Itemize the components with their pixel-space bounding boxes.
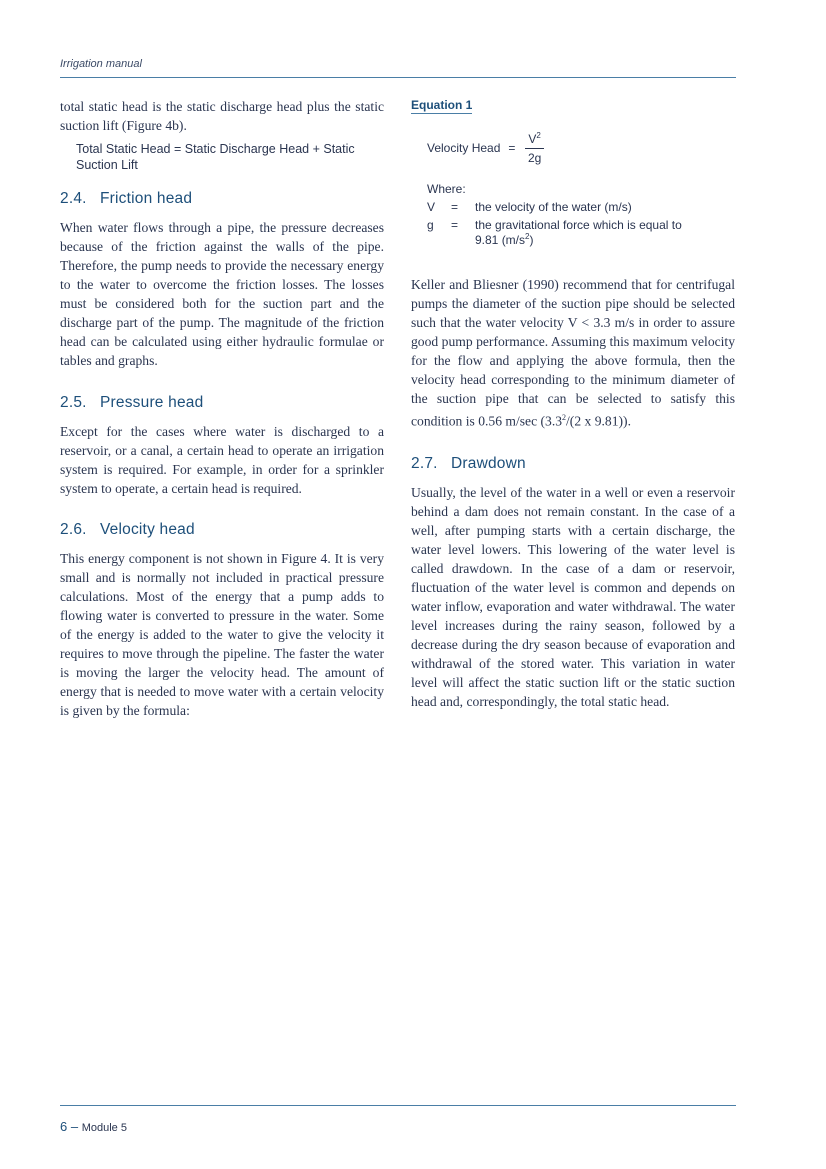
equation-block bbox=[427, 128, 735, 247]
definition-equals: = bbox=[451, 218, 459, 232]
definition-symbol: g bbox=[427, 218, 434, 232]
page-number: 6 bbox=[60, 1119, 68, 1134]
section-title: Pressure head bbox=[100, 394, 204, 411]
drawdown-paragraph: Usually, the level of the water in a well or even a reservoir behind a dam does not remain constant. In the case of a well, after pumping starts with a certain discharge, the water level lowers. This lowering of the water level is called drawdown. In the case of a dam or reservoir, fluctuation of the water level is common and depends on water inflow, evaporation and water withdrawal. The water level increases during the rainy season, followed by a decrease during the dry season because of evaporation and withdrawal of the stored water. This variation in water level will affect the static suction lift or the static suction head and, correspondingly, the total static head. bbox=[411, 484, 735, 709]
definition-text-line1: the gravitational force which is equal to bbox=[475, 218, 682, 232]
definition-g bbox=[427, 218, 735, 247]
velocity-head-paragraph: This energy component is not shown in Figure 4. It is very small and is normally not included in practical pressure calculations. Most of the energy that a pump adds to flowing water is converted to pressure in the water. Some of the energy is added to the water to give the velocity it requires to move through the pipeline. The faster the water is moving the larger the velocity head. The amount of energy that is needed to move water with a certain velocity is given by the formula: bbox=[60, 551, 384, 718]
keller-bliesner-paragraph bbox=[411, 275, 735, 431]
where-label: Where: bbox=[427, 182, 466, 196]
equation-denominator: 2g bbox=[527, 151, 542, 165]
header-rule bbox=[60, 77, 736, 78]
equation-lhs: Velocity Head bbox=[427, 141, 501, 155]
definition-symbol: V bbox=[427, 200, 436, 214]
section-title: Friction head bbox=[100, 190, 193, 207]
definition-text: the velocity of the water (m/s) bbox=[475, 200, 632, 214]
definition-text-end: ) bbox=[529, 233, 534, 247]
equation-equals: = bbox=[508, 141, 516, 155]
section-title: Drawdown bbox=[451, 454, 526, 472]
static-head-formula: Total Static Head = Static Discharge Head + Static Suction Lift bbox=[76, 142, 355, 172]
equation-formula bbox=[427, 128, 735, 168]
section-heading-velocity-head bbox=[60, 521, 384, 539]
section-number: 2.6. bbox=[60, 521, 87, 538]
keller-text-end: /(2 x 9.81)). bbox=[566, 413, 631, 429]
section-number: 2.4. bbox=[60, 190, 87, 207]
definition-superscript: 2 bbox=[525, 232, 530, 241]
module-label: Module 5 bbox=[81, 1122, 127, 1134]
section-heading-drawdown bbox=[411, 455, 735, 473]
left-column bbox=[60, 97, 384, 720]
page-footer bbox=[60, 1119, 127, 1134]
equation-fraction bbox=[525, 131, 543, 165]
keller-text: Keller and Bliesner (1990) recommend that for centrifugal pumps the diameter of the suction pipe should be selected such that the water velocity V < 3.3 m/s in order to assure good pump performance. Assuming this maximum velocity for the flow and applying the above formula, then the velocity head corresponding to the minimum diameter of the suction pipe that can be selected to satisfy this condition is 0.56 m/sec (3.3 bbox=[411, 277, 735, 429]
numerator-base: V bbox=[528, 132, 537, 146]
right-column bbox=[411, 96, 735, 711]
running-header: Irrigation manual bbox=[60, 58, 142, 70]
keller-superscript: 2 bbox=[562, 413, 567, 422]
section-number: 2.7. bbox=[411, 454, 438, 472]
section-number: 2.5. bbox=[60, 394, 87, 411]
definition-v bbox=[427, 200, 735, 214]
section-heading-friction-head bbox=[60, 190, 384, 208]
definition-text bbox=[475, 218, 735, 247]
definition-text-line2: 9.81 (m/s bbox=[475, 233, 526, 247]
section-title: Velocity head bbox=[100, 521, 195, 538]
equation-title: Equation 1 bbox=[411, 98, 473, 112]
intro-paragraph: total static head is the static discharge head plus the static suction lift (Figure 4b). bbox=[60, 99, 384, 133]
definition-equals: = bbox=[451, 200, 459, 214]
footer-dash: – bbox=[70, 1119, 79, 1134]
section-heading-pressure-head bbox=[60, 394, 384, 412]
friction-head-paragraph: When water flows through a pipe, the pressure decreases because of the friction against the walls of the pipe. Therefore, the pump needs to provide the necessary energy to the water to overcome the friction losses. The losses must be considered both for the suction part and the discharge part of the pump. The magnitude of the friction head can be calculated using either hydraulic formulae or tables and graphs. bbox=[60, 220, 384, 368]
equation-numerator bbox=[525, 131, 543, 149]
pressure-head-paragraph: Except for the cases where water is discharged to a reservoir, or a canal, a certain head to operate an irrigation system is required. For example, in order for a sprinkler system to operate, a certain head is required. bbox=[60, 424, 384, 496]
footer-rule bbox=[60, 1105, 736, 1106]
numerator-exponent: 2 bbox=[536, 131, 541, 140]
